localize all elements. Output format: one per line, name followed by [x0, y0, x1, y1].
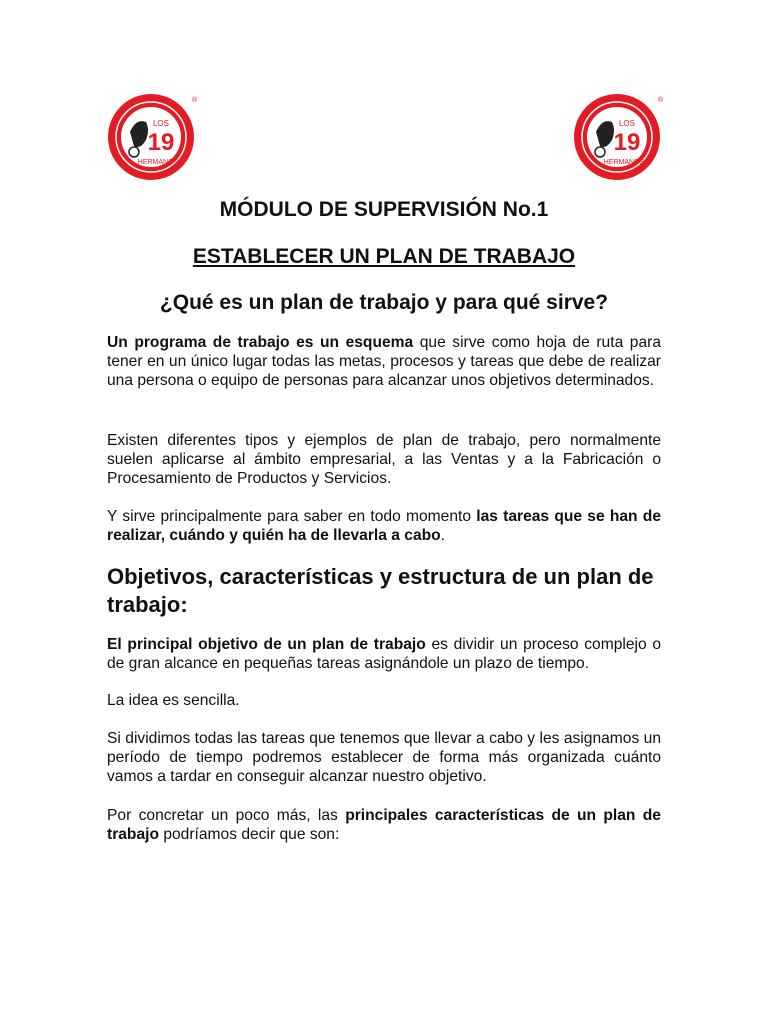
logo-text-hermanos: HERMANOS	[603, 159, 645, 166]
objectives-paragraph-1	[107, 635, 661, 673]
intro-p3-start: Y sirve principalmente para saber en todo momento	[107, 508, 477, 525]
intro-p3-bold: las tareas que se han de realizar, cuándo y quién ha de llevarla a cabo	[107, 508, 662, 544]
objectives-p4-bold: principales características de un plan de trabajo	[107, 807, 661, 843]
intro-p1-text: que sirve como hoja de ruta para tener en un único lugar todas las metas, procesos y tareas que debe de realizar una persona o equipo de personas para alcanzar unos objetivos determinados.	[107, 334, 661, 389]
brand-logo-left	[106, 92, 196, 182]
intro-p3-end: .	[440, 527, 446, 544]
logo-number: 19	[147, 129, 175, 156]
objectives-p4-start: Por concretar un poco más, las	[107, 807, 346, 824]
logo-text-los: LOS	[152, 119, 170, 128]
objectives-p4-end: podríamos decir que son:	[159, 826, 340, 843]
objectives-p1-bold: El principal objetivo de un plan de trabajo	[107, 636, 426, 653]
objectives-paragraph-4	[107, 806, 661, 844]
intro-paragraph-1	[107, 333, 661, 390]
brand-logo-right	[572, 92, 662, 182]
objectives-p1-text: es dividir un proceso complejo o de gran alcance en pequeñas tareas asignándole un plazo de tiempo.	[107, 636, 662, 672]
objectives-paragraph-3: Si dividimos todas las tareas que tenemos que llevar a cabo y les asignamos un período de tiempo podremos establecer de forma más organizada cuánto vamos a tardar en conseguir alcanzar nuestro objetivo.	[107, 730, 661, 785]
intro-paragraph-2: Existen diferentes tipos y ejemplos de plan de trabajo, pero normalmente suelen aplicarse al ámbito empresarial, a las Ventas y a la Fabricación o Procesamiento de Productos y Servicios.	[107, 432, 661, 487]
objectives-paragraph-2: La idea es sencilla.	[107, 692, 240, 709]
intro-paragraph-3	[107, 507, 661, 545]
registered-mark: ®	[192, 97, 198, 104]
module-title: MÓDULO DE SUPERVISIÓN No.1	[219, 198, 549, 221]
question-heading: ¿Qué es un plan de trabajo y para qué sirve?	[159, 291, 609, 314]
plan-title: ESTABLECER UN PLAN DE TRABAJO	[192, 245, 576, 268]
objectives-heading: Objetivos, características y estructura de un plan de trabajo:	[107, 564, 654, 617]
logo-number: 19	[613, 129, 641, 156]
intro-p1-bold: Un programa de trabajo es un esquema	[107, 334, 414, 351]
logo-text-hermanos: HERMANOS	[137, 159, 179, 166]
logo-text-los: LOS	[618, 119, 636, 128]
registered-mark: ®	[658, 97, 664, 104]
